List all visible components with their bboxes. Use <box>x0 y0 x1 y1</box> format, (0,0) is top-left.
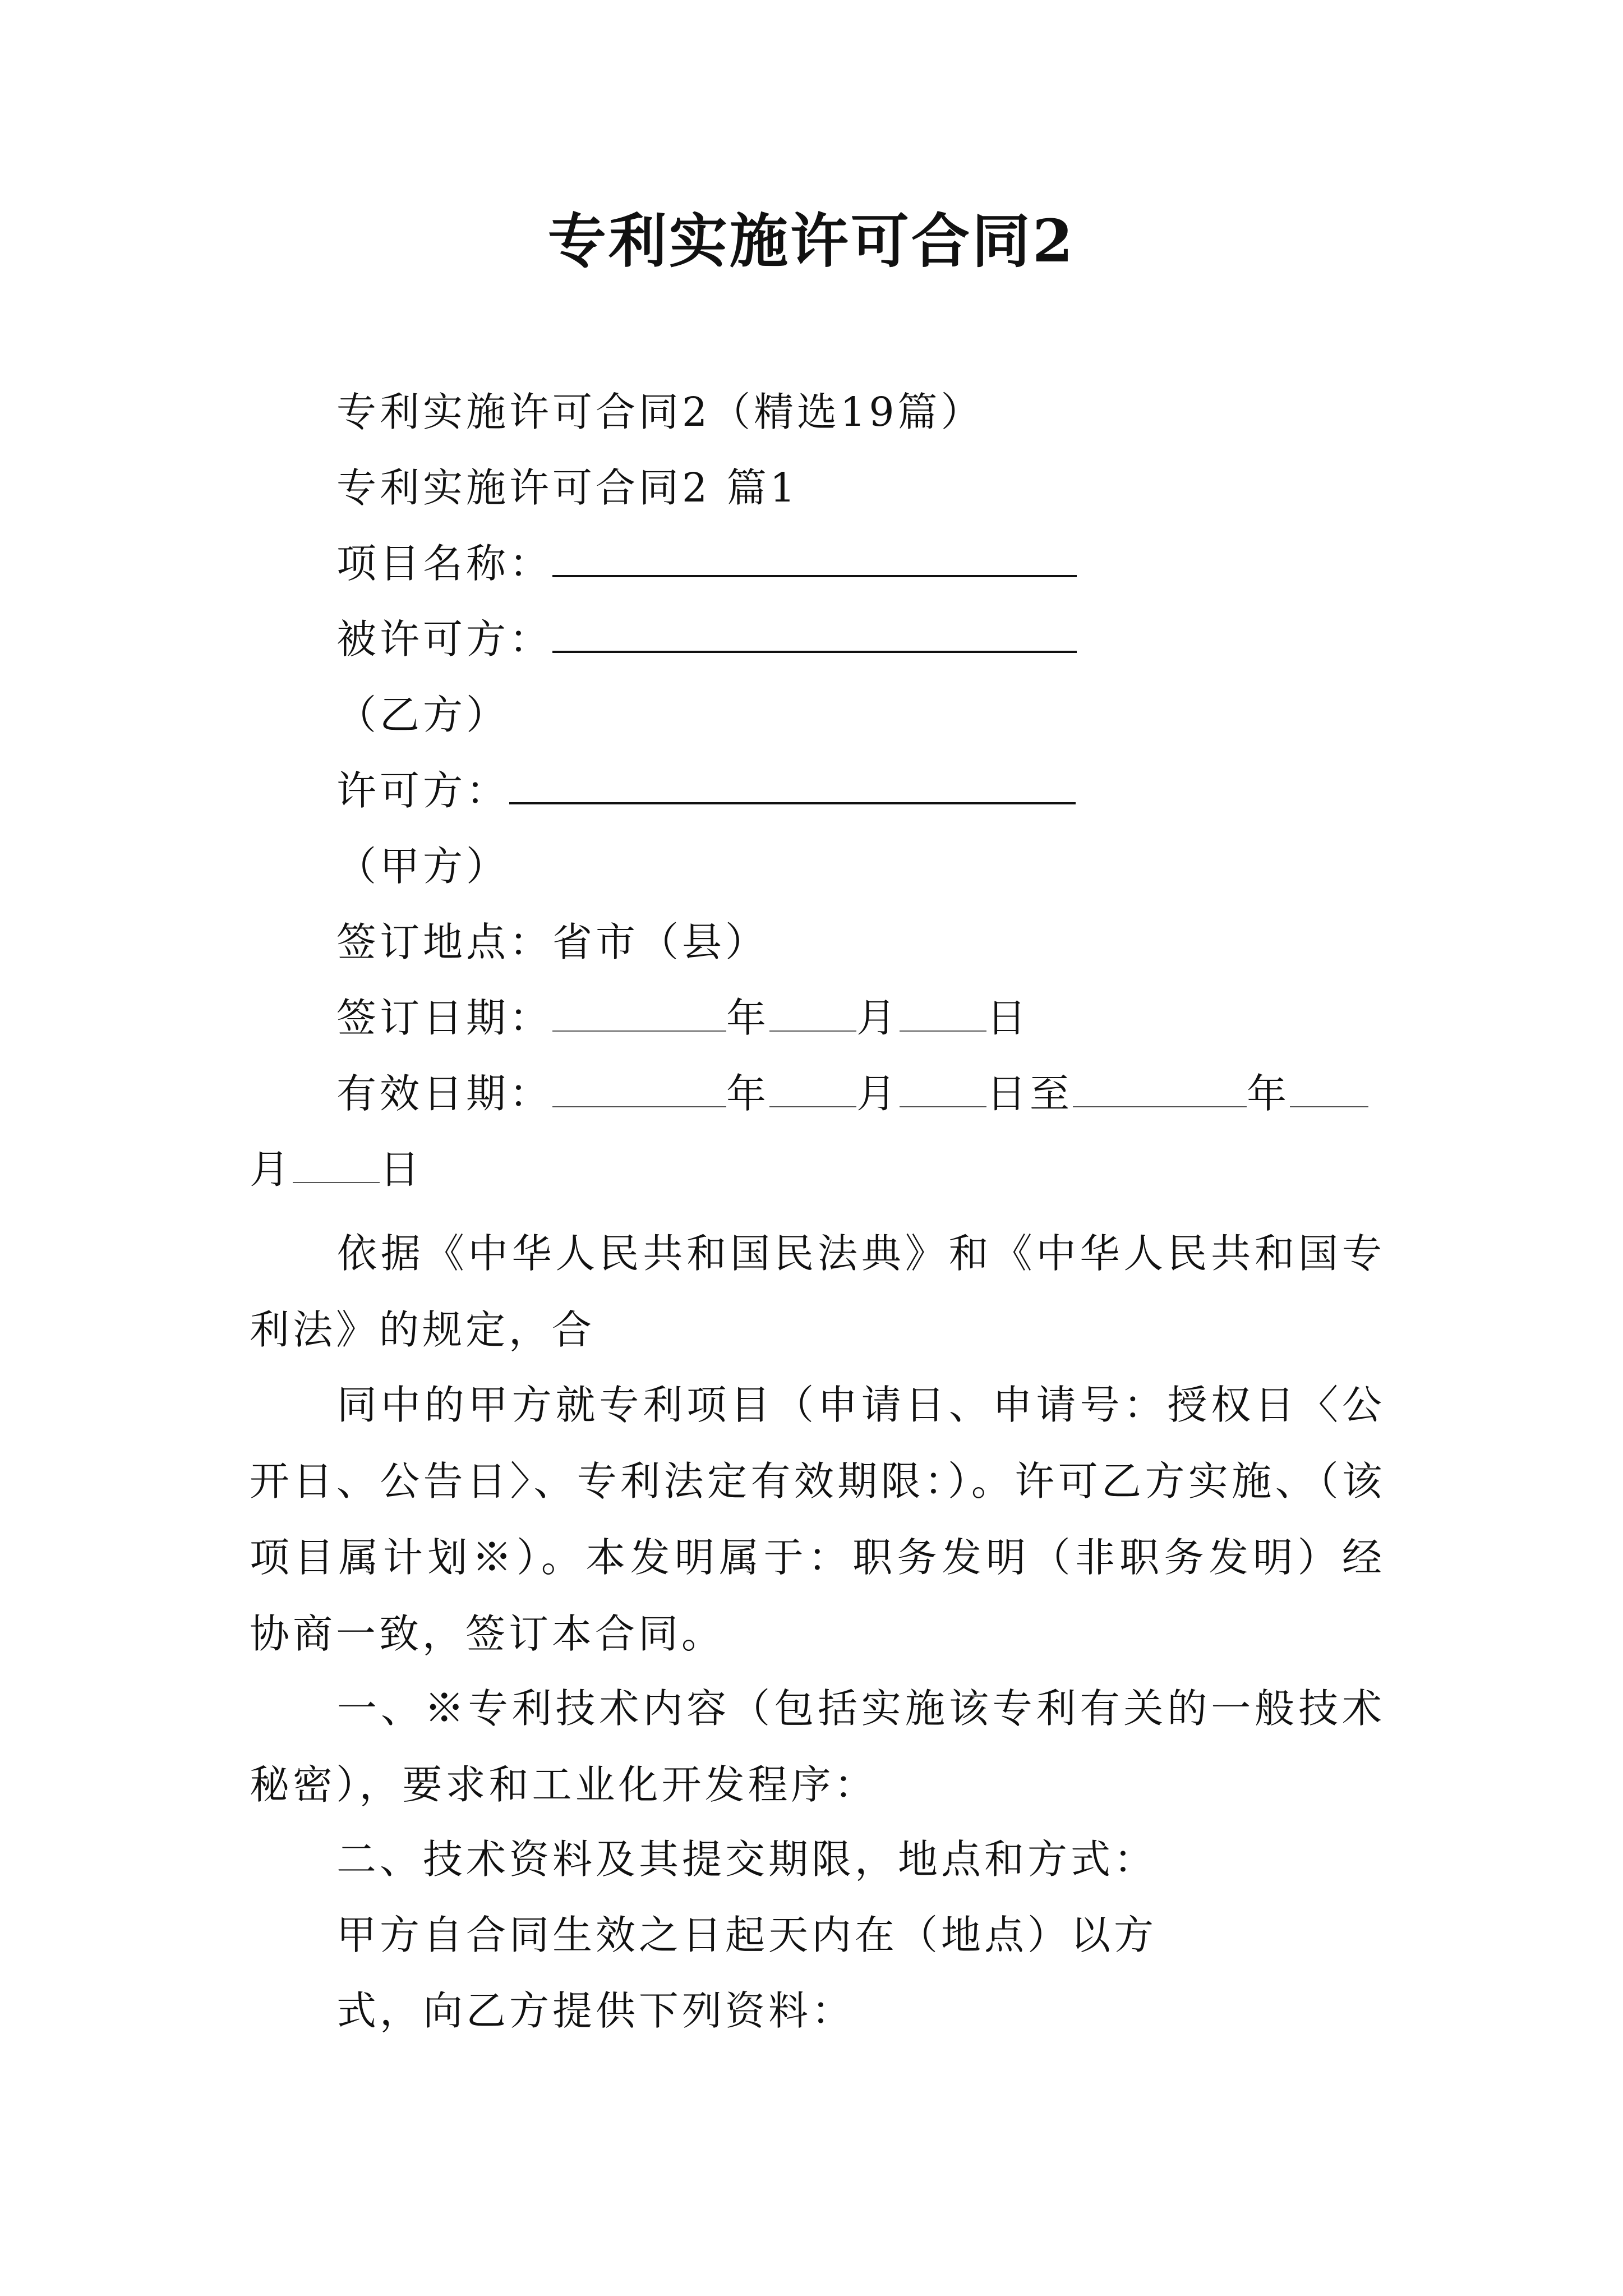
basis-text: 依据《中华人民共和国民法典》和《中华人民共和国专利法》的规定，合 <box>250 1230 1385 1353</box>
licensor-blank <box>509 763 1076 804</box>
basis-paragraph <box>250 1216 1385 1368</box>
licensor-label: 许可方： <box>336 767 510 814</box>
licensor-party: （甲方） <box>336 843 510 890</box>
day-label: 日 <box>986 995 1030 1041</box>
start-day-blank <box>900 1067 986 1107</box>
effective-date-label: 有效日期： <box>336 1070 553 1117</box>
licensee-label: 被许可方： <box>336 616 553 662</box>
month-blank <box>769 991 856 1032</box>
start-year-label: 年 <box>726 1070 770 1117</box>
end-month-blank <box>1290 1067 1368 1107</box>
day-blank <box>900 991 986 1032</box>
project-name-label: 项目名称： <box>336 540 553 587</box>
clause-two-line-1: 甲方自合同生效之日起天内在（地点）以方 <box>336 1912 1158 1958</box>
signing-date-label: 签订日期： <box>336 995 553 1041</box>
end-year-label: 年 <box>1247 1070 1290 1117</box>
month-label: 月 <box>856 995 900 1041</box>
end-day-label: 日 <box>380 1146 423 1193</box>
project-name-blank <box>552 536 1077 577</box>
licensor-field <box>336 760 1076 822</box>
year-label: 年 <box>726 995 770 1041</box>
start-day-to-label: 日至 <box>986 1070 1073 1117</box>
clause-two-line-2: 式，向乙方提供下列资料： <box>336 1987 855 2034</box>
start-year-blank <box>552 1067 726 1107</box>
contract-body-paragraph <box>250 1367 1385 1672</box>
signing-date-field <box>336 987 1030 1049</box>
document-title: 专利实施许可合同2 <box>547 206 1076 275</box>
section-heading: 专利实施许可合同2 篇1 <box>336 464 799 511</box>
contract-body-text: 同中的甲方就专利项目（申请日、申请号：授权日〈公开日、公告日〉、专利法定有效期限：）。许可乙方实施、（该项目属计划※）。本发明属于：职务发明（非职务发明）经协商一致，签订本合同。 <box>250 1382 1385 1657</box>
start-month-blank <box>769 1067 856 1107</box>
clause-one-text: 一、※专利技术内容（包括实施该专利有关的一般技术秘密），要求和工业化开发程序： <box>250 1685 1385 1808</box>
licensee-field <box>336 609 1077 670</box>
licensee-blank <box>552 611 1077 653</box>
end-year-blank <box>1073 1067 1247 1107</box>
licensee-party: （乙方） <box>336 692 510 738</box>
start-month-label: 月 <box>856 1070 900 1117</box>
year-blank <box>552 991 726 1032</box>
clause-one-paragraph <box>250 1671 1385 1823</box>
effective-date-field <box>336 1063 1368 1125</box>
end-month-label: 月 <box>250 1146 293 1193</box>
project-name-field <box>336 533 1077 595</box>
document-subtitle: 专利实施许可合同2（精选19篇） <box>336 389 984 435</box>
signing-place: 签订地点：省市（县） <box>336 919 769 965</box>
end-day-blank <box>293 1143 380 1183</box>
clause-two-heading: 二、技术资料及其提交期限，地点和方式： <box>336 1836 1158 1883</box>
effective-date-continuation <box>250 1139 423 1200</box>
